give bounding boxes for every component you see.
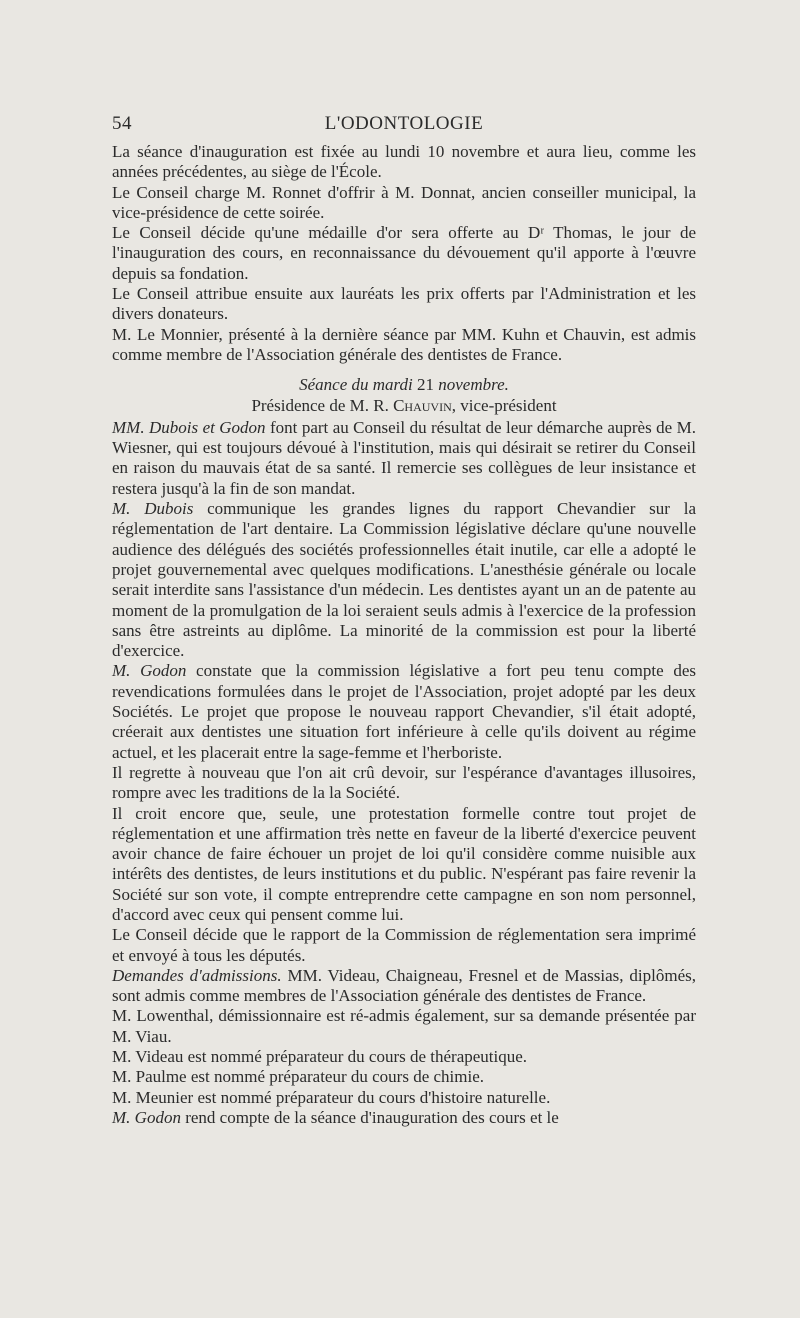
session-paragraph: [112, 499, 696, 661]
session-paragraph: [112, 925, 696, 966]
paragraph-text: M. Meunier est nommé préparateur du cours d'histoire naturelle.: [112, 1087, 551, 1107]
paragraph-lead: M. Dubois: [112, 499, 194, 519]
session-paragraph: [112, 418, 696, 499]
presidency-name: Chauvin: [393, 395, 452, 415]
paragraph-text: font part au Conseil du résultat de leur démarche auprès de M. Wiesner, qui est toujours dévoué à l'institution, mais qui désirait se retirer du Conseil en raison du mauvais état de sa santé. Il remercie ses collègues de leur insistance et restera jusqu'à la fin de son mandat.: [112, 417, 697, 498]
session-heading-start: Séance du mardi: [299, 375, 413, 395]
session-heading: [112, 375, 696, 395]
paragraph-lead: M. Godon: [112, 661, 187, 681]
presidency-suffix: , vice-président: [451, 395, 557, 415]
session-paragraph: [112, 966, 696, 1007]
session-paragraph: [112, 1088, 696, 1108]
paragraph-text: constate que la commission législative a fort peu tenu compte des revendications formulées dans le projet de l'Association, projet adopté par les deux Sociétés. Le projet que propose le nouveau rapport Chevandier, s'il était adopté, créerait aux dentistes une situation fort inférieure à celle qu'ils doivent au régime actuel, et les placerait entre la sage-femme et l'herboriste.: [112, 661, 696, 762]
paragraph-text: Il croit encore que, seule, une protestation formelle contre tout projet de réglementation et une affirmation très nette en faveur de la liberté d'exercice peuvent avoir chance de faire échouer un projet de loi qu'il considère comme nuisible aux intérêts des dentistes, de leurs institutions et du public. N'espérant pas faire revenir la Société sur son vote, il compte entreprendre cette campagne en son nom personnel, d'accord avec ceux qui pensent comme lui.: [112, 803, 696, 924]
paragraph-text: rend compte de la séance d'inauguration des cours et le: [180, 1107, 559, 1127]
paragraph: Le Conseil attribue ensuite aux lauréats les prix offerts par l'Administration et les divers donateurs.: [112, 284, 696, 324]
presidency-prefix: Présidence de M. R.: [251, 395, 389, 415]
session-heading-number: 21: [416, 375, 434, 395]
paragraph-lead: MM. Dubois et Godon: [112, 417, 266, 437]
session-paragraph: [112, 1067, 696, 1087]
paragraph-text: Le Conseil décide que le rapport de la Commission de réglementation sera imprimé et envoyé à tous les députés.: [112, 925, 696, 965]
paragraph-lead: M. Godon: [112, 1107, 181, 1127]
session-paragraph: [112, 1047, 696, 1067]
paragraph-text: M. Lowenthal, démissionnaire est ré-admis également, sur sa demande présentée par M. Viau.: [112, 1006, 696, 1046]
page-header: [112, 113, 696, 137]
paragraph-text: Il regrette à nouveau que l'on ait crû devoir, sur l'espérance d'avantages illusoires, rompre avec les traditions de la la Société.: [112, 762, 696, 803]
session-paragraph: [112, 1006, 696, 1047]
session-paragraph: [112, 661, 696, 762]
presidency-line: [112, 396, 696, 416]
paragraph: Le Conseil décide qu'une médaille d'or sera offerte au Dʳ Thomas, le jour de l'inauguration des cours, en reconnaissance du dévouement qu'il apporte à l'œuvre depuis sa fondation.: [112, 223, 696, 283]
session-paragraph: [112, 1108, 696, 1128]
paragraph-lead: Demandes d'admissions.: [112, 965, 282, 985]
page-number: 54: [112, 113, 132, 134]
paragraph: M. Le Monnier, présenté à la dernière séance par MM. Kuhn et Chauvin, est admis comme membre de l'Association générale des dentistes de France.: [112, 324, 696, 364]
session-paragraph: [112, 804, 696, 926]
page-body: [112, 142, 696, 1128]
paragraph-text: M. Paulme est nommé préparateur du cours de chimie.: [112, 1067, 484, 1087]
paragraph-text: communique les grandes lignes du rapport Chevandier sur la réglementation de l'art dentaire. La Commission législative déclare qu'une nouvelle audience des délégués des sociétés professionnelles était inutile, car elle a adopté le projet gouvernemental avec quelques modifications. L'anesthésie générale ou locale serait interdite sans l'assistance d'un médecin. Les dentistes ayant un an de patente au moment de la promulgation de la loi seraient seuls admis à l'exercice de la profession sans être astreints au diplôme. La minorité de la commission est pour la liberté d'exercice.: [112, 499, 696, 661]
session-heading-end: novembre.: [438, 375, 509, 395]
session-paragraph: [112, 763, 696, 804]
paragraph: La séance d'inauguration est fixée au lundi 10 novembre et aura lieu, comme les années précédentes, au siège de l'École.: [112, 142, 696, 182]
paragraph-text: M. Videau est nommé préparateur du cours de thérapeutique.: [112, 1047, 528, 1067]
paragraph-text: MM. Videau, Chaigneau, Fresnel et de Massias, diplômés, sont admis comme membres de l'Association générale des dentistes de France.: [112, 965, 696, 1006]
paragraph: Le Conseil charge M. Ronnet d'offrir à M. Donnat, ancien conseiller municipal, la vice-présidence de cette soirée.: [112, 182, 696, 222]
running-title: L'ODONTOLOGIE: [324, 113, 484, 134]
